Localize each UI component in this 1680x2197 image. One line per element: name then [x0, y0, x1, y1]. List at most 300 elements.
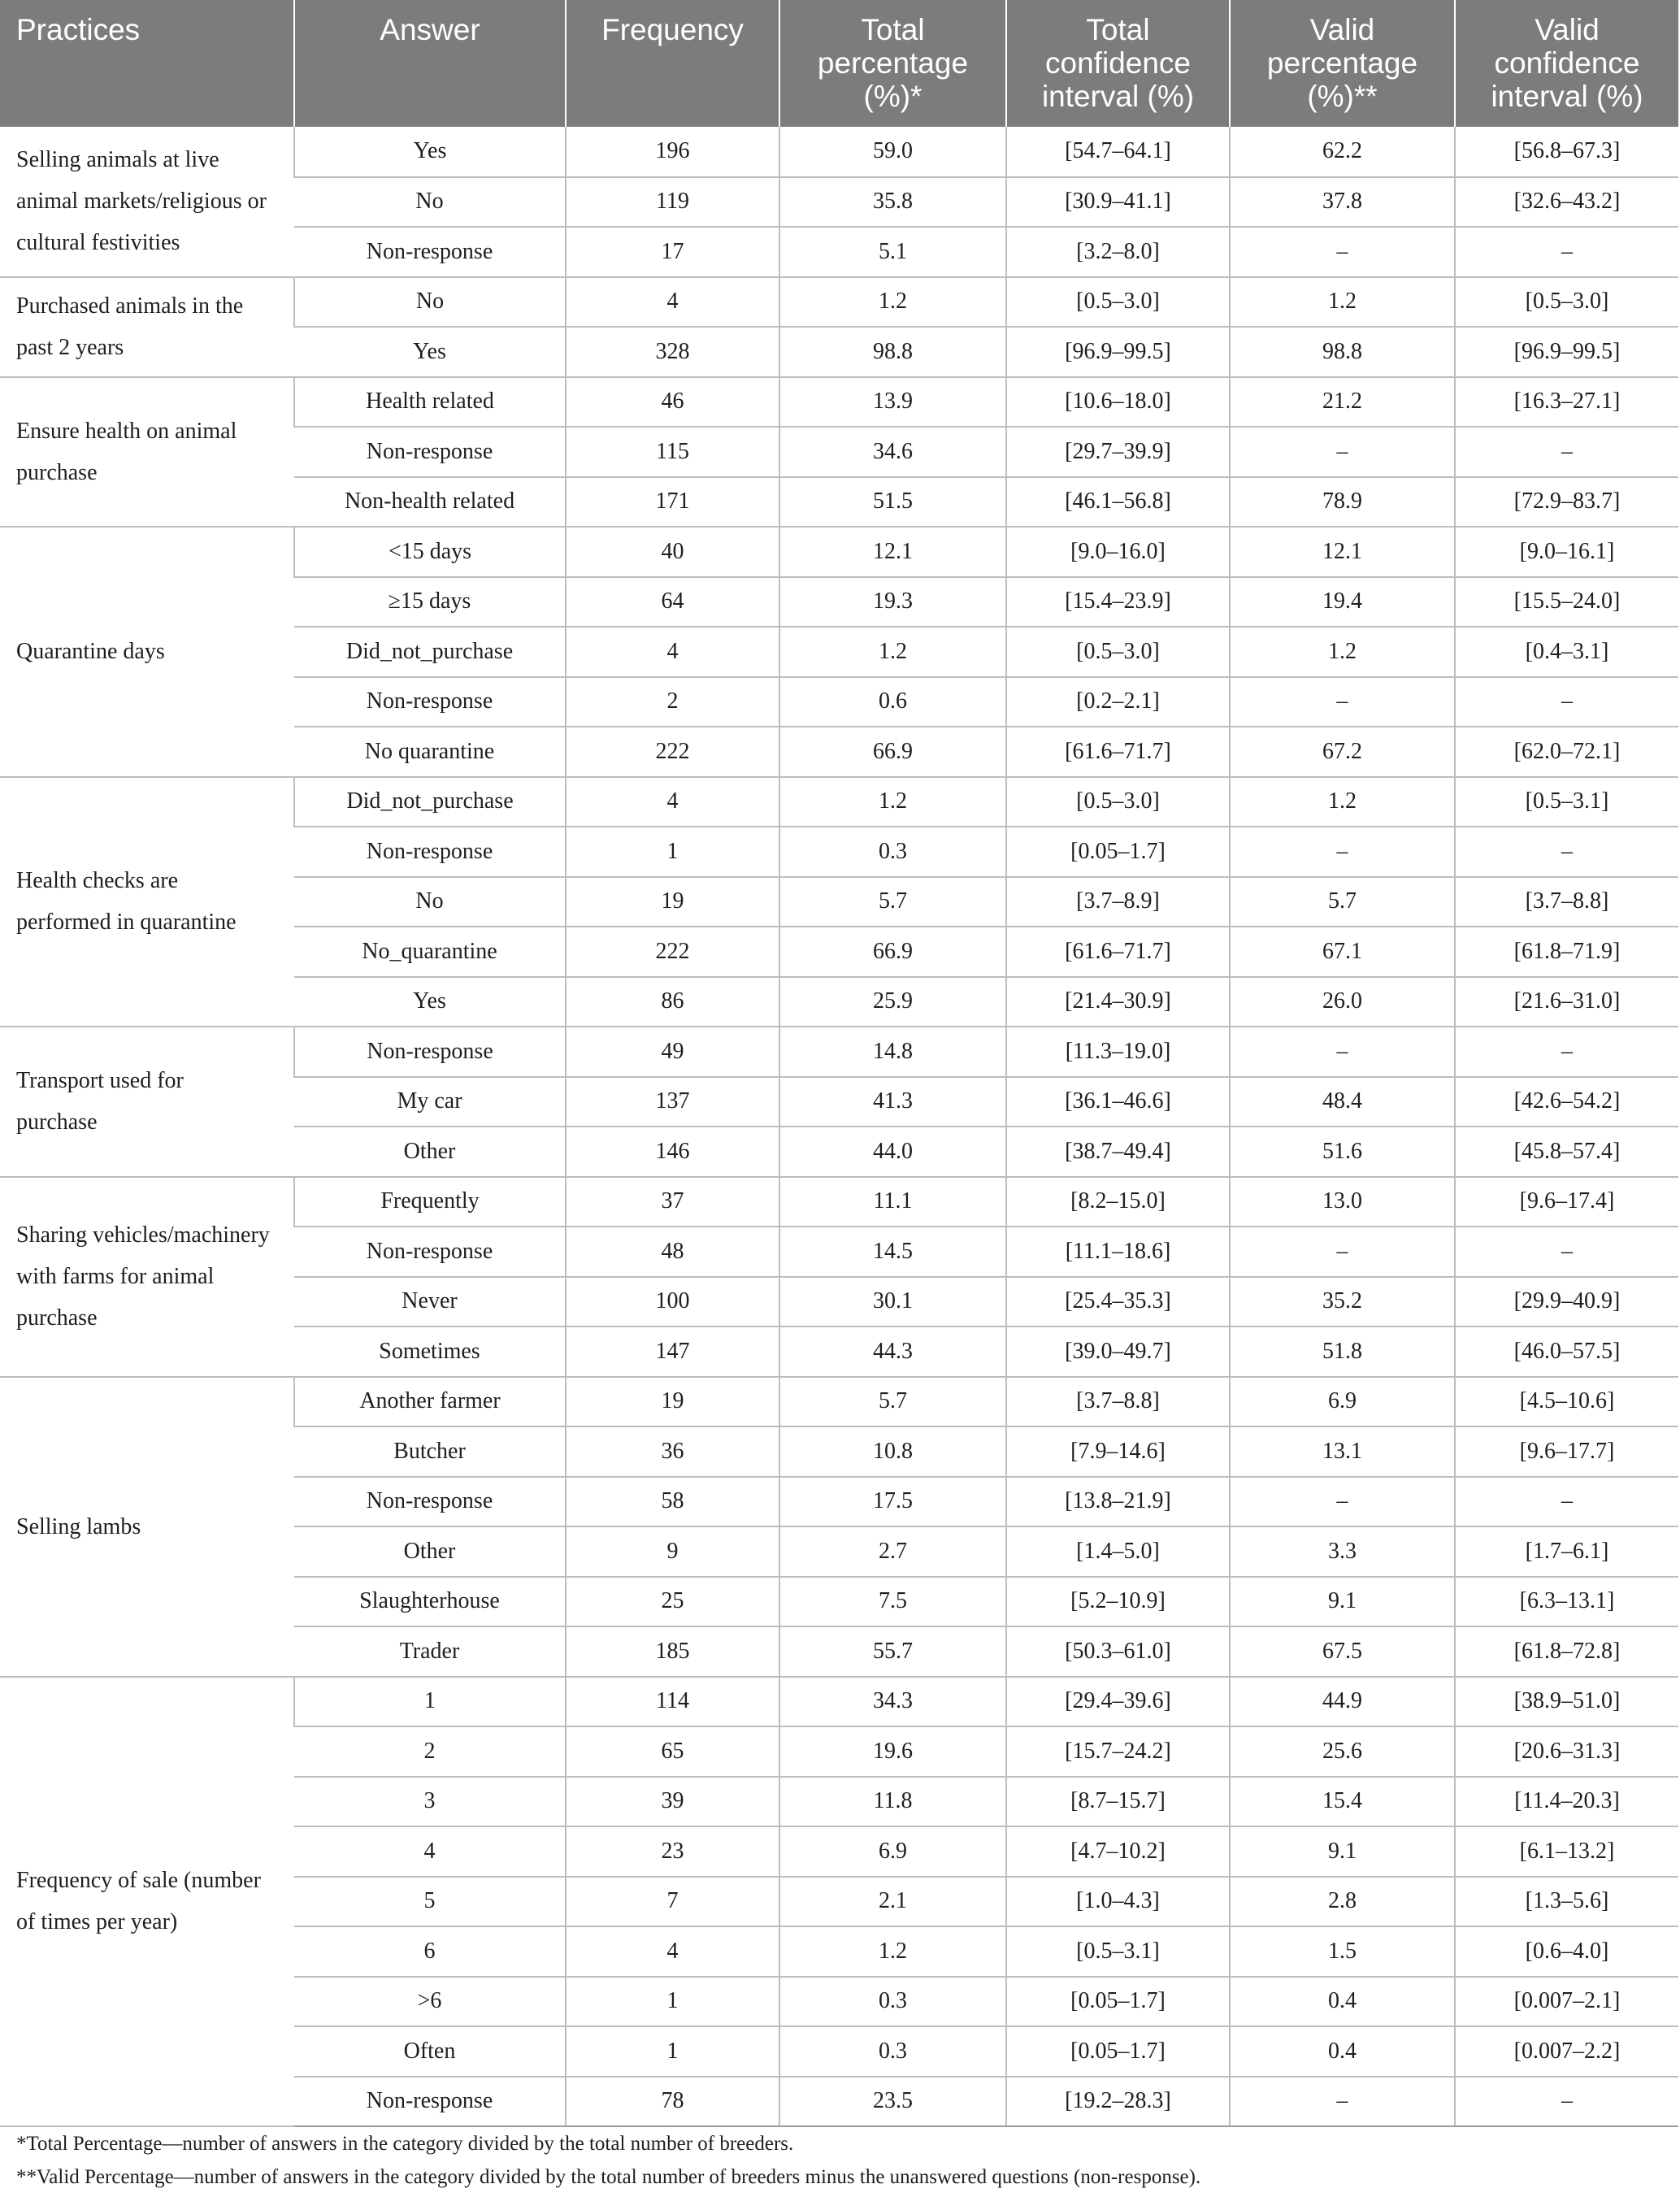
practice-label-line: cultural festivities — [16, 230, 180, 256]
total-percentage-cell: 19.6 — [779, 1726, 1006, 1777]
total-ci-cell: [9.0–16.0] — [1006, 527, 1230, 577]
total-ci-cell: [15.4–23.9] — [1006, 577, 1230, 627]
total-percentage-cell: 51.5 — [779, 477, 1006, 528]
frequency-cell: 25 — [566, 1577, 779, 1627]
frequency-cell: 46 — [566, 377, 779, 428]
header-frequency — [566, 0, 779, 127]
frequency-cell: 49 — [566, 1027, 779, 1077]
answer-cell: <15 days — [294, 527, 566, 577]
total-ci-cell: [96.9–99.5] — [1006, 327, 1230, 377]
total-percentage-cell: 59.0 — [779, 127, 1006, 177]
total-percentage-cell: 1.2 — [779, 627, 1006, 677]
valid-ci-cell: [11.4–20.3] — [1455, 1777, 1678, 1827]
practice-label-line: Purchased animals in the — [16, 293, 244, 319]
answer-cell: Another farmer — [294, 1377, 566, 1427]
total-ci-cell: [36.1–46.6] — [1006, 1077, 1230, 1127]
frequency-cell: 23 — [566, 1826, 779, 1877]
total-ci-cell: [13.8–21.9] — [1006, 1477, 1230, 1527]
valid-percentage-cell: 48.4 — [1230, 1077, 1455, 1127]
answer-cell: Frequently — [294, 1177, 566, 1227]
table-body — [0, 127, 1678, 2126]
total-percentage-cell: 23.5 — [779, 2077, 1006, 2127]
total-ci-cell: [29.7–39.9] — [1006, 427, 1230, 477]
total-ci-cell: [0.5–3.0] — [1006, 627, 1230, 677]
frequency-cell: 185 — [566, 1626, 779, 1677]
frequency-cell: 48 — [566, 1227, 779, 1277]
frequency-cell: 65 — [566, 1726, 779, 1777]
frequency-cell: 86 — [566, 977, 779, 1027]
table-row — [0, 377, 1678, 428]
total-ci-cell: [50.3–61.0] — [1006, 1626, 1230, 1677]
answer-cell: 2 — [294, 1726, 566, 1777]
total-percentage-cell: 34.6 — [779, 427, 1006, 477]
valid-ci-cell: [16.3–27.1] — [1455, 377, 1678, 428]
valid-percentage-cell: 21.2 — [1230, 377, 1455, 428]
practice-group-label — [0, 1377, 294, 1677]
header-total-percentage — [779, 0, 1006, 127]
valid-ci-cell: [45.8–57.4] — [1455, 1127, 1678, 1177]
total-ci-cell: [0.05–1.7] — [1006, 827, 1230, 877]
table-row — [0, 127, 1678, 177]
frequency-cell: 19 — [566, 877, 779, 927]
valid-ci-cell: – — [1455, 677, 1678, 727]
frequency-cell: 37 — [566, 1177, 779, 1227]
total-ci-cell: [3.2–8.0] — [1006, 227, 1230, 277]
valid-percentage-cell: 1.2 — [1230, 277, 1455, 328]
valid-ci-cell: [72.9–83.7] — [1455, 477, 1678, 528]
valid-ci-cell: [96.9–99.5] — [1455, 327, 1678, 377]
valid-ci-cell: – — [1455, 827, 1678, 877]
answer-cell: Yes — [294, 327, 566, 377]
answer-cell: Never — [294, 1277, 566, 1327]
header-line: (%)** — [1307, 80, 1378, 113]
total-percentage-cell: 5.7 — [779, 1377, 1006, 1427]
valid-ci-cell: [3.7–8.8] — [1455, 877, 1678, 927]
total-percentage-cell: 1.2 — [779, 777, 1006, 827]
practice-label-line: Frequency of sale (number — [16, 1868, 261, 1894]
valid-percentage-cell: – — [1230, 1027, 1455, 1077]
answer-cell: ≥15 days — [294, 577, 566, 627]
valid-percentage-cell: 19.4 — [1230, 577, 1455, 627]
valid-ci-cell: [0.007–2.1] — [1455, 1977, 1678, 2027]
valid-percentage-cell: 1.5 — [1230, 1926, 1455, 1977]
answer-cell: 3 — [294, 1777, 566, 1827]
total-percentage-cell: 35.8 — [779, 177, 1006, 228]
header-valid-confidence-interval — [1455, 0, 1678, 127]
total-percentage-cell: 0.3 — [779, 2026, 1006, 2077]
valid-percentage-cell: 0.4 — [1230, 1977, 1455, 2027]
valid-percentage-cell: 9.1 — [1230, 1826, 1455, 1877]
footnote-total-percentage: *Total Percentage—number of answers in the category divided by the total number of breeders. — [16, 2133, 794, 2155]
valid-percentage-cell: 51.6 — [1230, 1127, 1455, 1177]
valid-percentage-cell: 44.9 — [1230, 1677, 1455, 1727]
practice-group-label — [0, 377, 294, 528]
table-row — [0, 777, 1678, 827]
answer-cell: No — [294, 177, 566, 228]
valid-ci-cell: – — [1455, 227, 1678, 277]
header-answer — [294, 0, 566, 127]
answer-cell: Often — [294, 2026, 566, 2077]
practice-group-label — [0, 1027, 294, 1177]
answer-cell: Did_not_purchase — [294, 627, 566, 677]
frequency-cell: 114 — [566, 1677, 779, 1727]
valid-ci-cell: [0.6–4.0] — [1455, 1926, 1678, 1977]
frequency-cell: 64 — [566, 577, 779, 627]
valid-ci-cell: [56.8–67.3] — [1455, 127, 1678, 177]
total-percentage-cell: 6.9 — [779, 1826, 1006, 1877]
total-ci-cell: [10.6–18.0] — [1006, 377, 1230, 428]
total-ci-cell: [3.7–8.8] — [1006, 1377, 1230, 1427]
frequency-cell: 58 — [566, 1477, 779, 1527]
header-line: percentage — [817, 46, 969, 80]
valid-percentage-cell: 5.7 — [1230, 877, 1455, 927]
total-ci-cell: [3.7–8.9] — [1006, 877, 1230, 927]
answer-cell: Yes — [294, 977, 566, 1027]
frequency-cell: 222 — [566, 927, 779, 977]
valid-ci-cell: [0.007–2.2] — [1455, 2026, 1678, 2077]
total-ci-cell: [0.5–3.1] — [1006, 1926, 1230, 1977]
total-percentage-cell: 1.2 — [779, 1926, 1006, 1977]
footnote-valid-percentage: **Valid Percentage—number of answers in the category divided by the total number of breeders minus the unanswered questions (non-response). — [16, 2166, 1201, 2188]
valid-percentage-cell: – — [1230, 677, 1455, 727]
answer-cell: Yes — [294, 127, 566, 177]
table-row — [0, 1177, 1678, 1227]
practice-group-label — [0, 777, 294, 1027]
valid-ci-cell: [1.3–5.6] — [1455, 1877, 1678, 1927]
total-ci-cell: [1.4–5.0] — [1006, 1526, 1230, 1577]
header-valid-percentage — [1230, 0, 1455, 127]
header-line: Valid — [1535, 13, 1600, 46]
practice-label-line: of times per year) — [16, 1909, 178, 1935]
valid-ci-cell: [62.0–72.1] — [1455, 727, 1678, 777]
valid-percentage-cell: 26.0 — [1230, 977, 1455, 1027]
valid-ci-cell: – — [1455, 1027, 1678, 1077]
total-percentage-cell: 11.8 — [779, 1777, 1006, 1827]
total-percentage-cell: 17.5 — [779, 1477, 1006, 1527]
answer-cell: Non-response — [294, 677, 566, 727]
valid-ci-cell: [6.3–13.1] — [1455, 1577, 1678, 1627]
answer-cell: No quarantine — [294, 727, 566, 777]
valid-percentage-cell: 9.1 — [1230, 1577, 1455, 1627]
answer-cell: Non-response — [294, 1027, 566, 1077]
header-line: (%)* — [863, 80, 922, 113]
total-percentage-cell: 14.5 — [779, 1227, 1006, 1277]
answer-cell: Non-response — [294, 227, 566, 277]
practice-label-line: Health checks are — [16, 868, 178, 894]
frequency-cell: 36 — [566, 1426, 779, 1477]
valid-percentage-cell: 13.0 — [1230, 1177, 1455, 1227]
total-percentage-cell: 66.9 — [779, 727, 1006, 777]
frequency-cell: 137 — [566, 1077, 779, 1127]
total-ci-cell: [8.2–15.0] — [1006, 1177, 1230, 1227]
answer-cell: Non-response — [294, 827, 566, 877]
valid-ci-cell: [15.5–24.0] — [1455, 577, 1678, 627]
total-percentage-cell: 66.9 — [779, 927, 1006, 977]
total-percentage-cell: 44.0 — [779, 1127, 1006, 1177]
valid-ci-cell: [0.4–3.1] — [1455, 627, 1678, 677]
answer-cell: Butcher — [294, 1426, 566, 1477]
valid-ci-cell: [61.8–71.9] — [1455, 927, 1678, 977]
total-percentage-cell: 55.7 — [779, 1626, 1006, 1677]
table-header-row — [0, 0, 1678, 127]
total-percentage-cell: 5.1 — [779, 227, 1006, 277]
total-percentage-cell: 2.7 — [779, 1526, 1006, 1577]
total-ci-cell: [25.4–35.3] — [1006, 1277, 1230, 1327]
practice-group-label — [0, 127, 294, 277]
header-line: Answer — [380, 13, 480, 46]
valid-percentage-cell: – — [1230, 427, 1455, 477]
header-line: confidence — [1494, 46, 1640, 80]
valid-ci-cell: [46.0–57.5] — [1455, 1326, 1678, 1377]
frequency-cell: 1 — [566, 1977, 779, 2027]
header-line: interval (%) — [1041, 80, 1195, 113]
answer-cell: Sometimes — [294, 1326, 566, 1377]
answer-cell: No — [294, 877, 566, 927]
answer-cell: 1 — [294, 1677, 566, 1727]
answer-cell: >6 — [294, 1977, 566, 2027]
total-percentage-cell: 0.3 — [779, 1977, 1006, 2027]
frequency-cell: 17 — [566, 227, 779, 277]
frequency-cell: 115 — [566, 427, 779, 477]
total-ci-cell: [0.05–1.7] — [1006, 2026, 1230, 2077]
frequency-cell: 328 — [566, 327, 779, 377]
header-line: percentage — [1266, 46, 1418, 80]
practice-group-label — [0, 1677, 294, 2127]
frequency-cell: 2 — [566, 677, 779, 727]
total-ci-cell: [0.05–1.7] — [1006, 1977, 1230, 2027]
frequency-cell: 4 — [566, 627, 779, 677]
valid-percentage-cell: 3.3 — [1230, 1526, 1455, 1577]
practice-label-line: with farms for animal — [16, 1264, 215, 1289]
frequency-cell: 146 — [566, 1127, 779, 1177]
total-ci-cell: [11.3–19.0] — [1006, 1027, 1230, 1077]
header-line: Frequency — [601, 13, 744, 46]
frequency-cell: 100 — [566, 1277, 779, 1327]
valid-ci-cell: – — [1455, 2077, 1678, 2127]
valid-percentage-cell: 2.8 — [1230, 1877, 1455, 1927]
frequency-cell: 19 — [566, 1377, 779, 1427]
total-ci-cell: [11.1–18.6] — [1006, 1227, 1230, 1277]
practice-label-line: performed in quarantine — [16, 910, 237, 936]
total-ci-cell: [8.7–15.7] — [1006, 1777, 1230, 1827]
total-percentage-cell: 5.7 — [779, 877, 1006, 927]
total-ci-cell: [0.2–2.1] — [1006, 677, 1230, 727]
answer-cell: Did_not_purchase — [294, 777, 566, 827]
practice-group-label — [0, 1177, 294, 1377]
frequency-cell: 4 — [566, 777, 779, 827]
frequency-cell: 7 — [566, 1877, 779, 1927]
table-row — [0, 1027, 1678, 1077]
valid-percentage-cell: 15.4 — [1230, 1777, 1455, 1827]
practice-label-line: purchase — [16, 1109, 98, 1135]
total-ci-cell: [54.7–64.1] — [1006, 127, 1230, 177]
practice-label-line: Ensure health on animal — [16, 418, 237, 444]
frequency-cell: 119 — [566, 177, 779, 228]
total-ci-cell: [7.9–14.6] — [1006, 1426, 1230, 1477]
total-percentage-cell: 10.8 — [779, 1426, 1006, 1477]
answer-cell: Non-health related — [294, 477, 566, 528]
valid-ci-cell: [20.6–31.3] — [1455, 1726, 1678, 1777]
valid-ci-cell: [9.6–17.7] — [1455, 1426, 1678, 1477]
total-percentage-cell: 0.6 — [779, 677, 1006, 727]
total-ci-cell: [0.5–3.0] — [1006, 777, 1230, 827]
total-ci-cell: [1.0–4.3] — [1006, 1877, 1230, 1927]
valid-ci-cell: [0.5–3.1] — [1455, 777, 1678, 827]
frequency-cell: 147 — [566, 1326, 779, 1377]
total-ci-cell: [61.6–71.7] — [1006, 727, 1230, 777]
total-percentage-cell: 2.1 — [779, 1877, 1006, 1927]
valid-percentage-cell: – — [1230, 1227, 1455, 1277]
valid-ci-cell: [4.5–10.6] — [1455, 1377, 1678, 1427]
valid-percentage-cell: 98.8 — [1230, 327, 1455, 377]
frequency-cell: 171 — [566, 477, 779, 528]
total-percentage-cell: 34.3 — [779, 1677, 1006, 1727]
valid-ci-cell: – — [1455, 427, 1678, 477]
total-percentage-cell: 19.3 — [779, 577, 1006, 627]
header-line: Total — [861, 13, 925, 46]
header-line: Practices — [16, 13, 141, 46]
practice-label-line: Transport used for — [16, 1068, 184, 1094]
table-row — [0, 1677, 1678, 1727]
valid-ci-cell: [21.6–31.0] — [1455, 977, 1678, 1027]
total-ci-cell: [46.1–56.8] — [1006, 477, 1230, 528]
total-ci-cell: [39.0–49.7] — [1006, 1326, 1230, 1377]
table-row — [0, 1377, 1678, 1427]
answer-cell: Non-response — [294, 2077, 566, 2127]
valid-percentage-cell: 13.1 — [1230, 1426, 1455, 1477]
total-percentage-cell: 30.1 — [779, 1277, 1006, 1327]
header-line: Total — [1086, 13, 1150, 46]
valid-ci-cell: [29.9–40.9] — [1455, 1277, 1678, 1327]
valid-percentage-cell: 1.2 — [1230, 777, 1455, 827]
valid-ci-cell: [1.7–6.1] — [1455, 1526, 1678, 1577]
answer-cell: 4 — [294, 1826, 566, 1877]
frequency-cell: 78 — [566, 2077, 779, 2127]
total-percentage-cell: 13.9 — [779, 377, 1006, 428]
frequency-cell: 39 — [566, 1777, 779, 1827]
answer-cell: My car — [294, 1077, 566, 1127]
total-percentage-cell: 44.3 — [779, 1326, 1006, 1377]
total-percentage-cell: 7.5 — [779, 1577, 1006, 1627]
total-percentage-cell: 41.3 — [779, 1077, 1006, 1127]
total-ci-cell: [61.6–71.7] — [1006, 927, 1230, 977]
valid-ci-cell: [61.8–72.8] — [1455, 1626, 1678, 1677]
answer-cell: Other — [294, 1127, 566, 1177]
valid-percentage-cell: – — [1230, 827, 1455, 877]
header-line: confidence — [1045, 46, 1191, 80]
valid-percentage-cell: – — [1230, 2077, 1455, 2127]
valid-ci-cell: – — [1455, 1227, 1678, 1277]
total-percentage-cell: 1.2 — [779, 277, 1006, 328]
header-line: Valid — [1309, 13, 1375, 46]
total-ci-cell: [4.7–10.2] — [1006, 1826, 1230, 1877]
total-ci-cell: [19.2–28.3] — [1006, 2077, 1230, 2127]
total-percentage-cell: 0.3 — [779, 827, 1006, 877]
total-percentage-cell: 12.1 — [779, 527, 1006, 577]
total-percentage-cell: 14.8 — [779, 1027, 1006, 1077]
total-percentage-cell: 98.8 — [779, 327, 1006, 377]
valid-percentage-cell: – — [1230, 1477, 1455, 1527]
valid-percentage-cell: 6.9 — [1230, 1377, 1455, 1427]
valid-ci-cell: [0.5–3.0] — [1455, 277, 1678, 328]
total-ci-cell: [29.4–39.6] — [1006, 1677, 1230, 1727]
total-ci-cell: [0.5–3.0] — [1006, 277, 1230, 328]
valid-ci-cell: [6.1–13.2] — [1455, 1826, 1678, 1877]
valid-percentage-cell: 67.5 — [1230, 1626, 1455, 1677]
answer-cell: No_quarantine — [294, 927, 566, 977]
total-percentage-cell: 11.1 — [779, 1177, 1006, 1227]
table-row — [0, 527, 1678, 577]
total-ci-cell: [15.7–24.2] — [1006, 1726, 1230, 1777]
practice-label-line: Sharing vehicles/machinery — [16, 1222, 270, 1248]
answer-cell: No — [294, 277, 566, 328]
practice-label-line: purchase — [16, 459, 98, 485]
practice-label-line: Quarantine days — [16, 639, 165, 665]
valid-percentage-cell: 51.8 — [1230, 1326, 1455, 1377]
practice-label-line: Selling lambs — [16, 1513, 141, 1539]
answer-cell: Health related — [294, 377, 566, 428]
valid-ci-cell: [38.9–51.0] — [1455, 1677, 1678, 1727]
valid-percentage-cell: 25.6 — [1230, 1726, 1455, 1777]
total-ci-cell: [21.4–30.9] — [1006, 977, 1230, 1027]
header-practices — [0, 0, 294, 127]
valid-ci-cell: – — [1455, 1477, 1678, 1527]
valid-percentage-cell: 1.2 — [1230, 627, 1455, 677]
practice-label-line: past 2 years — [16, 335, 124, 360]
valid-percentage-cell: 12.1 — [1230, 527, 1455, 577]
valid-percentage-cell: 35.2 — [1230, 1277, 1455, 1327]
total-ci-cell: [30.9–41.1] — [1006, 177, 1230, 228]
valid-ci-cell: [9.0–16.1] — [1455, 527, 1678, 577]
total-ci-cell: [38.7–49.4] — [1006, 1127, 1230, 1177]
frequency-cell: 40 — [566, 527, 779, 577]
answer-cell: Non-response — [294, 1227, 566, 1277]
answer-cell: Trader — [294, 1626, 566, 1677]
frequency-cell: 4 — [566, 277, 779, 328]
frequency-cell: 1 — [566, 2026, 779, 2077]
valid-percentage-cell: 78.9 — [1230, 477, 1455, 528]
frequency-cell: 1 — [566, 827, 779, 877]
practice-label-line: purchase — [16, 1305, 98, 1331]
practice-group-label — [0, 527, 294, 777]
valid-ci-cell: [32.6–43.2] — [1455, 177, 1678, 228]
frequency-cell: 4 — [566, 1926, 779, 1977]
valid-ci-cell: [42.6–54.2] — [1455, 1077, 1678, 1127]
answer-cell: Slaughterhouse — [294, 1577, 566, 1627]
table-row — [0, 277, 1678, 328]
practice-label-line: Selling animals at live — [16, 147, 219, 173]
practice-label-line: animal markets/religious or — [16, 189, 267, 215]
frequency-cell: 196 — [566, 127, 779, 177]
answer-cell: 5 — [294, 1877, 566, 1927]
header-line: interval (%) — [1491, 80, 1643, 113]
answer-cell: Other — [294, 1526, 566, 1577]
total-ci-cell: [5.2–10.9] — [1006, 1577, 1230, 1627]
valid-percentage-cell: – — [1230, 227, 1455, 277]
valid-percentage-cell: 0.4 — [1230, 2026, 1455, 2077]
practice-group-label — [0, 277, 294, 377]
valid-percentage-cell: 37.8 — [1230, 177, 1455, 228]
answer-cell: Non-response — [294, 427, 566, 477]
valid-percentage-cell: 67.2 — [1230, 727, 1455, 777]
valid-percentage-cell: 62.2 — [1230, 127, 1455, 177]
frequency-cell: 9 — [566, 1526, 779, 1577]
footnotes — [16, 2127, 1666, 2194]
valid-ci-cell: [9.6–17.4] — [1455, 1177, 1678, 1227]
frequency-cell: 222 — [566, 727, 779, 777]
header-total-confidence-interval — [1006, 0, 1230, 127]
valid-percentage-cell: 67.1 — [1230, 927, 1455, 977]
